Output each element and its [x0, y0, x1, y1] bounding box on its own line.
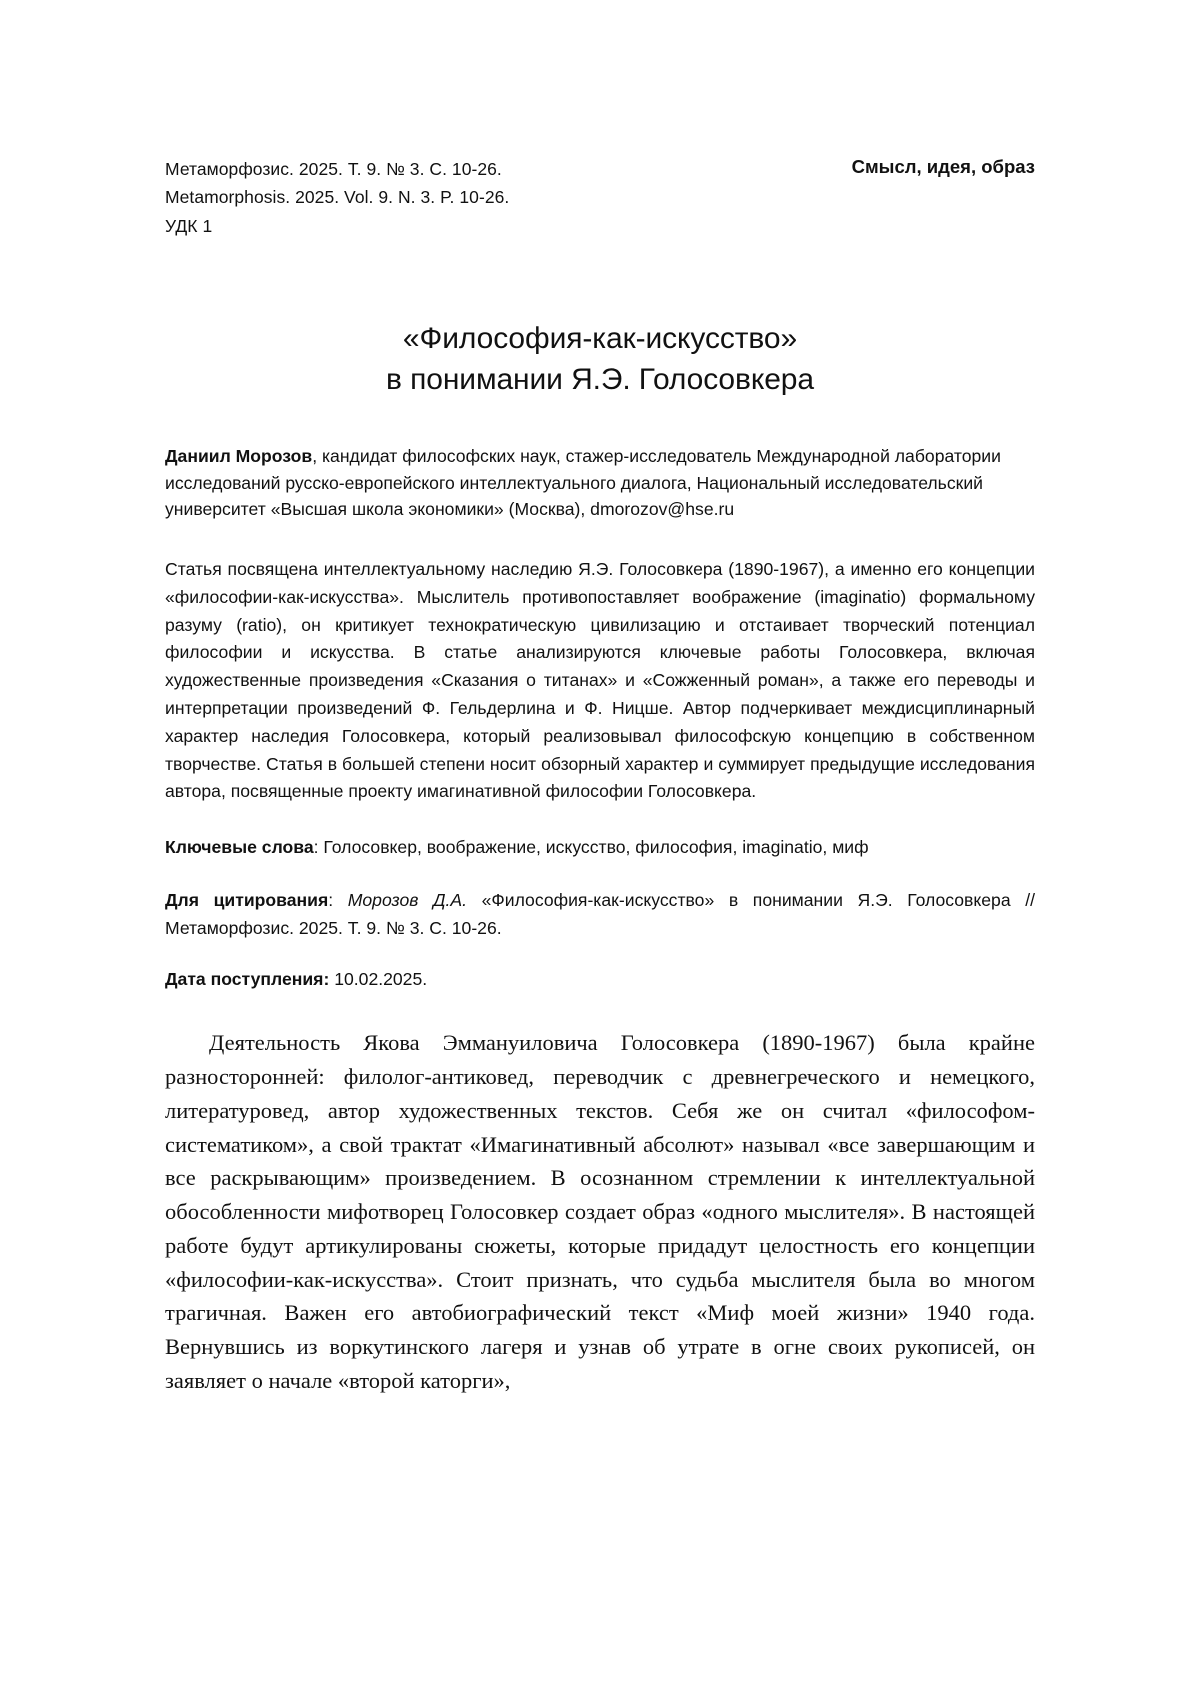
- citation-author: Морозов Д.А.: [347, 890, 467, 911]
- citation-block: [165, 887, 1035, 942]
- author-affiliation: [165, 443, 1035, 523]
- citation-label: Для цитирования: [165, 890, 329, 911]
- citation-separator: :: [328, 890, 348, 911]
- received-date-block: [165, 966, 1035, 992]
- abstract-text: Статья посвящена интеллектуальному наследию Я.Э. Голосовкера (1890-1967), а именно его концепции «философии-как-искусства». Мыслитель противопоставляет воображение (imaginatio) формальному разуму (ratio), он критикует технократическую цивилизацию и отстаивает творческий потенциал философии и искусства. В статье анализируются ключевые работы Голосовкера, включая художественные произведения «Сказания о титанах» и «Сожженный роман», а также его переводы и интерпретации произведений Ф. Гельдерлина и Ф. Ницше. Автор подчеркивает междисциплинарный характер наследия Голосовкера, который реализовывал философскую концепцию в собственном творчестве. Статья в большей степени носит обзорный характер и суммирует предыдущие исследования автора, посвященные проекту имагинативной философии Голосовкера.: [165, 559, 1035, 802]
- page-header: [165, 155, 1035, 240]
- journal-info-ru: Метаморфозис. 2025. Т. 9. № 3. С. 10-26.: [165, 159, 502, 179]
- body-paragraph-1: Деятельность Якова Эммануиловича Голосовкера (1890-1967) была крайне разносторонней: филолог-антиковед, переводчик с древнегреческого и немецкого, литературовед, автор художественных текстов. Себя же он считал «философом-систематиком», а свой трактат «Имагинативный абсолют» называл «все завершающим и все раскрывающим» произведением. В осознанном стремлении к интеллектуальной обособленности мифотворец Голосовкер создает образ «одного мыслителя». В настоящей работе будут артикулированы сюжеты, которые придадут целостность его концепции «философии-как-искусства». Стоит признать, что судьба мыслителя была во многом трагичная. Важен его автобиографический текст «Миф моей жизни» 1940 года. Вернувшись из воркутинского лагеря и узнав об утрате в огне своих рукописей, он заявляет о начале «второй каторги»,: [165, 1030, 1035, 1393]
- keywords-list: : Голосовкер, воображение, искусство, философия, imaginatio, миф: [313, 837, 869, 858]
- page-content: [165, 155, 1035, 1398]
- citation-reference: «Философия-как-искусство» в понимании Я.Э. Голосовкера // Метаморфозис. 2025. Т. 9. № 3. С. 10-26.: [165, 890, 1035, 938]
- udk-code: УДК 1: [165, 215, 213, 236]
- author-affiliation-text: , кандидат философских наук, стажер-исследователь Международной лаборатории исследований русско-европейского интеллектуального диалога, Национальный исследовательский университет «Высшая школа экономики» (Москва), dmorozov@hse.ru: [165, 445, 1001, 520]
- author-name: Даниил Морозов: [165, 445, 313, 466]
- section-title: Смысл, идея, образ: [851, 156, 1035, 177]
- page-title: [165, 318, 1035, 401]
- received-date-label: Дата поступления:: [165, 968, 330, 989]
- received-date-value: 10.02.2025.: [329, 968, 428, 989]
- article-body: [165, 1026, 1035, 1397]
- keywords-label: Ключевые слова: [165, 837, 314, 858]
- journal-info: [165, 155, 509, 240]
- title-line-1: «Философия-как-искусство»: [402, 322, 798, 356]
- keywords-block: [165, 834, 1035, 861]
- title-line-2: в понимании Я.Э. Голосовкера: [386, 363, 814, 397]
- journal-info-en: Metamorphosis. 2025. Vol. 9. N. 3. P. 10-26.: [165, 187, 510, 208]
